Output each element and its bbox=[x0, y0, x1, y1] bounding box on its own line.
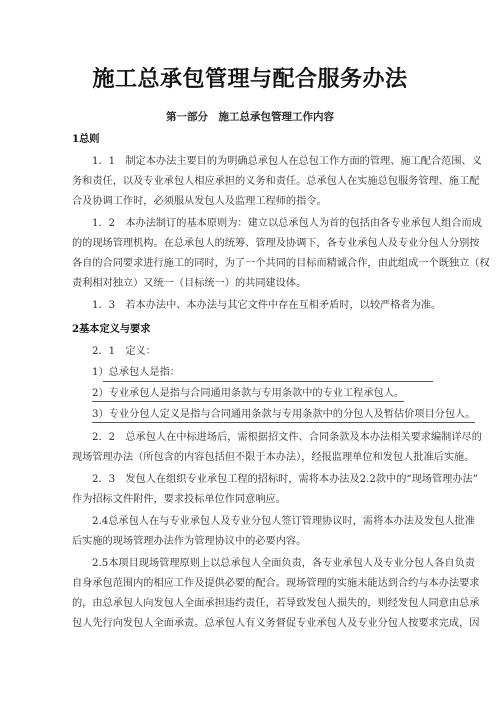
paragraph-line: 2．3 发包人在组织专业承包工程的招标时，需将本办法及2.2款中的“现场管理办法” bbox=[92, 474, 478, 485]
definition-item bbox=[72, 387, 438, 402]
paragraph-line: 的的现场管理机构。在总承包人的统筹、管理及协调下，各专业承包人及专业分包人分别按 bbox=[72, 238, 480, 249]
section-heading-general: 1总则 bbox=[72, 133, 100, 145]
document-title: 施工总承包管理与配合服务办法 bbox=[92, 66, 408, 92]
definition-item bbox=[72, 408, 476, 423]
paragraph-line: 作为招标文件附件，要求投标单位作同意响应。 bbox=[72, 494, 286, 505]
part-title: 第一部分 施工总承包管理工作内容 bbox=[166, 111, 334, 123]
paragraph-line: 自身承包范围内的相应工作及提供必要的配合。现场管理的实施未能达到合约与本办法要求 bbox=[72, 578, 480, 589]
paragraph-line: 的，由总承包人向发包人全面承担违约责任，若导致发包人损失的，则经发包人同意由总承 bbox=[72, 598, 480, 609]
paragraph-line: 包人先行向发包人全面承责。总承包人有义务督促专业承包人及专业分包人按要求完成，因 bbox=[72, 618, 480, 629]
paragraph-line: 1．1 制定本办法主要目的为明确总承包人在总包工作方面的管理、施工配合范围、义 bbox=[92, 156, 482, 167]
definition-text: 2）专业承包人是指与合同通用条款与专用条款中的专业工程承包人。 bbox=[92, 387, 404, 402]
paragraph-line: 1．2 本办法制订的基本原则为：建立以总承包人为首的包括由各专业承包人组合而成 bbox=[92, 218, 482, 229]
definition-text: 3）专业分包人定义是指与合同通用条款与专用条款中的分包人及暂估价项目分包人。 bbox=[92, 408, 475, 423]
paragraph-line: 合及协调工作时，必须服从发包人及监理工程师的指令。 bbox=[72, 196, 327, 207]
paragraph-line: 责利相对独立）又统一（目标统一）的共同建设体。 bbox=[72, 278, 307, 289]
definition-item bbox=[72, 366, 438, 380]
paragraph-line: 各自的合同要求进行施工的同时，为了一个共同的目标而精诚合作，由此组成一个既独立（权 bbox=[72, 258, 490, 269]
paragraph-line: 现场管理办法（所包含的内容包括但不限于本办法），经报监理单位和发包人批准后实施。 bbox=[72, 452, 475, 463]
paragraph-line: 2．2 总承包人在中标进场后，需根据招文件、合同条款及本办法相关要求编制详尽的 bbox=[92, 432, 482, 443]
section-heading-definitions: 2基本定义与要求 bbox=[72, 323, 151, 335]
paragraph-line: 2．1 定义： bbox=[92, 346, 156, 357]
paragraph-line: 务和责任，以及专业承包人相应承担的义务和责任。总承包人在实施总包服务管理、施工配 bbox=[72, 176, 480, 187]
paragraph-line: 2.5本项目现场管理原则上以总承包人全面负责，各专业承包人及专业分包人各自负责 bbox=[92, 558, 475, 569]
underline-rule bbox=[103, 381, 433, 382]
paragraph-line: 后实施的现场管理办法作为管理协议中的必要内容。 bbox=[72, 536, 307, 547]
paragraph-line: 2.4总承包人在与专业承包人及专业分包人签订管理协议时，需将本办法及发包人批准 bbox=[92, 516, 475, 527]
paragraph-line: 1．3 若本办法中、本办法与其它文件中存在互相矛盾时，以较严格者为准。 bbox=[92, 300, 442, 311]
definition-text: 1）总承包人是指： bbox=[92, 367, 180, 378]
